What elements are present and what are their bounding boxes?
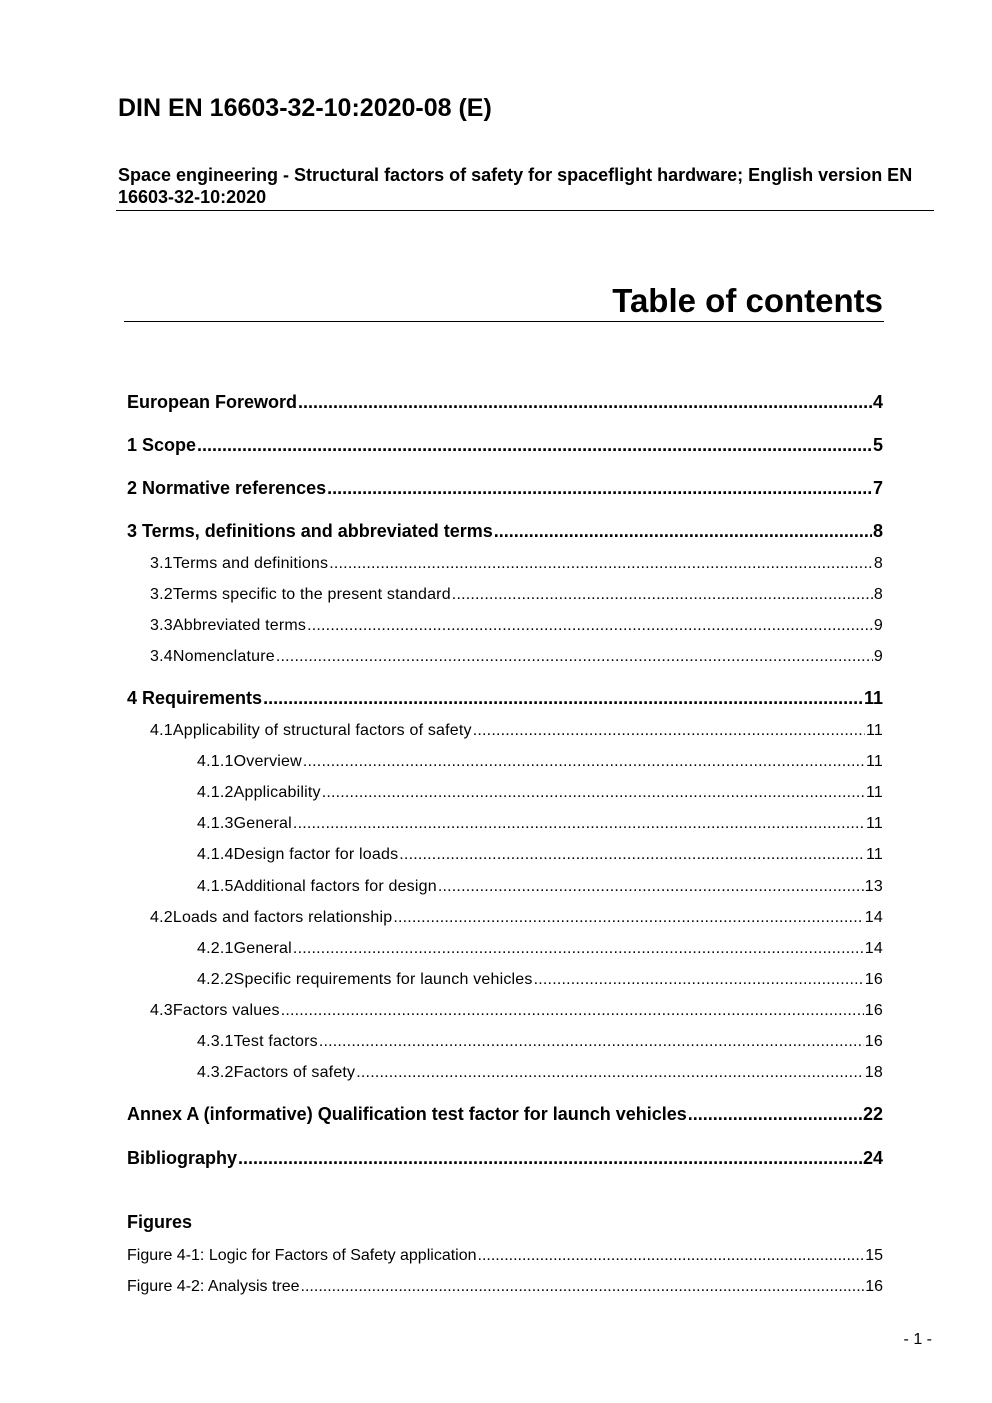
toc-entry-text: Bibliography — [127, 1148, 238, 1168]
toc-entry-number: 4.1 — [150, 722, 173, 739]
toc-leader — [281, 1002, 864, 1020]
toc-entry-number: 4.2.1 — [197, 940, 234, 957]
toc-entry-4-3-2[interactable] — [197, 1064, 883, 1088]
toc-entry-4-1-4[interactable] — [197, 846, 883, 870]
toc-entry-page: 7 — [872, 478, 883, 498]
toc-entry-text: Terms and definitions — [172, 555, 329, 572]
toc-entry-page: 4 — [872, 392, 883, 412]
toc-entry-page: 11 — [865, 753, 883, 770]
toc-entry-text: Applicability of structural factors of safety — [172, 722, 472, 739]
toc-entry-normative-references[interactable] — [127, 478, 883, 502]
figures-heading: Figures — [127, 1212, 193, 1232]
toc-title: Table of contents — [612, 282, 883, 319]
toc-leader — [534, 971, 864, 989]
toc-entry-number: 4.3 — [150, 1002, 173, 1019]
figure-entry-4-1[interactable] — [127, 1247, 883, 1271]
toc-entry-3-2[interactable] — [150, 586, 883, 610]
toc-entry-page: 16 — [864, 1002, 883, 1019]
toc-entry-text: Terms specific to the present standard — [172, 586, 451, 603]
toc-entry-page: 16 — [864, 971, 883, 988]
toc-entry-page: 14 — [864, 940, 883, 957]
toc-leader — [329, 555, 873, 573]
toc-entry-3-1[interactable] — [150, 555, 883, 579]
toc-leader — [301, 1278, 865, 1296]
toc-entry-page: 22 — [862, 1104, 883, 1124]
toc-entry-scope[interactable] — [127, 435, 883, 459]
toc-entry-page: 11 — [865, 846, 883, 863]
toc-entry-text: Scope — [142, 435, 197, 455]
toc-leader — [356, 1064, 864, 1082]
figure-entry-text: Figure 4-2: Analysis tree — [127, 1278, 300, 1295]
toc-entry-4-3[interactable] — [150, 1002, 883, 1026]
toc-entry-number: 4 — [127, 688, 138, 708]
toc-leader — [238, 1148, 862, 1169]
toc-entry-4-1-3[interactable] — [197, 815, 883, 839]
toc-entry-european-foreword[interactable] — [127, 392, 883, 416]
toc-leader — [399, 846, 865, 864]
toc-entry-text: General — [233, 815, 292, 832]
toc-entry-number: 4.3.1 — [197, 1033, 234, 1050]
toc-leader — [263, 688, 863, 709]
toc-entry-page: 11 — [863, 688, 883, 708]
toc-entry-number: 3 — [127, 521, 138, 541]
figure-entry-page: 15 — [865, 1247, 883, 1264]
toc-leader — [293, 815, 865, 833]
toc-entry-bibliography[interactable] — [127, 1148, 883, 1172]
figure-entry-4-2[interactable] — [127, 1278, 883, 1302]
toc-entry-number: 4.2.2 — [197, 971, 234, 988]
toc-leader — [276, 648, 873, 666]
toc-entry-text: Loads and factors relationship — [172, 909, 393, 926]
toc-entry-text: Specific requirements for launch vehicles — [233, 971, 533, 988]
page-number: - 1 - — [903, 1331, 932, 1348]
toc-entry-requirements[interactable] — [127, 688, 883, 712]
figure-entry-page: 16 — [865, 1278, 883, 1295]
toc-entry-text: Nomenclature — [172, 648, 275, 665]
toc-entry-page: 5 — [872, 435, 883, 455]
toc-entry-4-2-2[interactable] — [197, 971, 883, 995]
toc-leader — [322, 784, 865, 802]
toc-entry-page: 18 — [864, 1064, 883, 1081]
toc-leader — [473, 722, 865, 740]
toc-entry-annex-a[interactable] — [127, 1104, 883, 1128]
toc-entry-4-1-2[interactable] — [197, 784, 883, 808]
toc-leader — [197, 435, 872, 456]
toc-entry-number: 4.1.3 — [197, 815, 234, 832]
toc-entry-text: Factors of safety — [233, 1064, 356, 1081]
toc-entry-4-1-5[interactable] — [197, 878, 883, 902]
toc-entry-text: Factors values — [172, 1002, 280, 1019]
document-id: DIN EN 16603-32-10:2020-08 (E) — [118, 94, 492, 122]
toc-entry-page: 8 — [873, 586, 883, 603]
toc-entry-number: 2 — [127, 478, 138, 498]
toc-leader — [303, 753, 865, 771]
toc-entry-number: 3.3 — [150, 617, 173, 634]
toc-entry-page: 8 — [873, 555, 883, 572]
toc-entry-text: Applicability — [233, 784, 321, 801]
toc-leader — [438, 878, 864, 896]
toc-entry-text: Normative references — [142, 478, 327, 498]
toc-entry-page: 11 — [865, 784, 883, 801]
toc-entry-page: 8 — [872, 521, 883, 541]
toc-leader — [298, 392, 872, 413]
toc-leader — [307, 617, 873, 635]
toc-entry-text: Test factors — [233, 1033, 318, 1050]
toc-leader — [478, 1247, 865, 1265]
toc-entry-text: Design factor for loads — [233, 846, 399, 863]
toc-entry-text: Requirements — [142, 688, 263, 708]
toc-leader — [452, 586, 873, 604]
toc-entry-number: 4.1.1 — [197, 753, 234, 770]
toc-entry-number: 3.4 — [150, 648, 173, 665]
toc-leader — [319, 1033, 864, 1051]
toc-entry-4-1[interactable] — [150, 722, 883, 746]
toc-leader — [293, 940, 864, 958]
toc-entry-number: 4.1.5 — [197, 878, 234, 895]
toc-entry-page: 11 — [865, 722, 883, 739]
toc-entry-page: 16 — [864, 1033, 883, 1050]
toc-entry-3-4[interactable] — [150, 648, 883, 672]
toc-entry-page: 9 — [873, 648, 883, 665]
toc-entry-text: Overview — [233, 753, 302, 770]
toc-entry-text: Additional factors for design — [233, 878, 437, 895]
document-subtitle: Space engineering - Structural factors of safety for spaceflight hardware; English version EN 16603-32-10:2020 — [118, 165, 913, 207]
toc-entry-page: 9 — [873, 617, 883, 634]
toc-entry-number: 3.1 — [150, 555, 173, 572]
toc-title-divider — [124, 321, 884, 322]
toc-entry-4-1-1[interactable] — [197, 753, 883, 777]
toc-entry-4-3-1[interactable] — [197, 1033, 883, 1057]
toc-entry-text: Abbreviated terms — [172, 617, 307, 634]
toc-entry-page: 13 — [864, 878, 883, 895]
toc-entry-page: 24 — [862, 1148, 883, 1168]
toc-entry-4-2-1[interactable] — [197, 940, 883, 964]
toc-entry-text: General — [233, 940, 292, 957]
toc-entry-number: 4.3.2 — [197, 1064, 234, 1081]
toc-leader — [393, 909, 863, 927]
toc-entry-number: 4.2 — [150, 909, 173, 926]
toc-leader — [688, 1104, 862, 1125]
toc-entry-number: 4.1.2 — [197, 784, 234, 801]
toc-entry-number: 3.2 — [150, 586, 173, 603]
toc-entry-page: 11 — [865, 815, 883, 832]
toc-entry-3-3[interactable] — [150, 617, 883, 641]
toc-entry-page: 14 — [864, 909, 883, 926]
toc-leader — [327, 478, 872, 499]
toc-entry-4-2[interactable] — [150, 909, 883, 933]
header-divider — [116, 210, 934, 211]
toc-leader — [494, 521, 872, 542]
toc-entry-number: 1 — [127, 435, 138, 455]
toc-entry-text: Annex A (informative) Qualification test factor for launch vehicles — [127, 1104, 687, 1124]
toc-entry-text: Terms, definitions and abbreviated terms — [142, 521, 493, 541]
toc-entry-number: 4.1.4 — [197, 846, 234, 863]
toc-entry-terms-definitions[interactable] — [127, 521, 883, 545]
figure-entry-text: Figure 4-1: Logic for Factors of Safety application — [127, 1247, 477, 1264]
toc-entry-text: European Foreword — [127, 392, 298, 412]
